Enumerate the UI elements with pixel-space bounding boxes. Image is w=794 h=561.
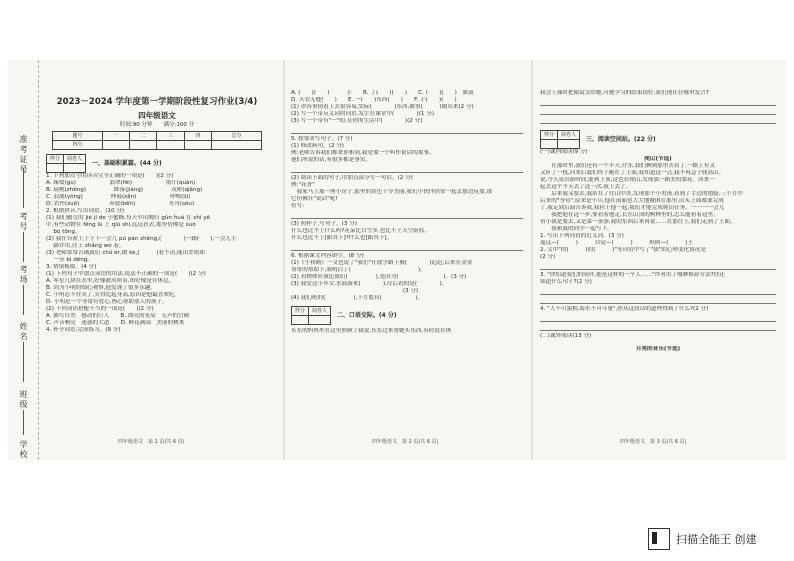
score-header: 三: [157, 131, 184, 140]
binding-label-school: 学校: [19, 440, 28, 460]
question-line: 1. 写出下列词语的近义词。(3 分): [540, 233, 624, 240]
answer-line[interactable]: [540, 108, 776, 115]
grader-box: [291, 306, 331, 325]
question-line: 哥哥的帮助下,我明白了( )。: [291, 266, 426, 273]
question-line: (1) 下列句子中加点词语的用法,说法不正确的一项是( )(2 分): [46, 270, 206, 277]
question-line: 1. 下列加点字的读音完全正确的一项是( )(2 分): [46, 173, 174, 180]
score-cell: [184, 140, 211, 149]
section-title: 三、阅读空间站。(22 分): [585, 136, 656, 144]
answer-line[interactable]: [540, 315, 776, 322]
question-line: 2. 根据拼音,写出词语。(10 分): [46, 208, 125, 215]
answer-line[interactable]: [291, 166, 523, 173]
question-line: (2) 下列词语搭配不当的一项是( )(2 分): [46, 305, 154, 312]
question-line: 3. "你知道我们的同伴,他是这样的一个人……"作者用了哪种修辞方法?你还: [540, 271, 725, 278]
score-header: 题号: [53, 131, 103, 140]
binding-label-seat-number: 考号: [19, 212, 28, 232]
question-line: 遥远—( ) 自觉—( ) 阿阿—( )王: [540, 240, 693, 247]
question-line: (3 分): [291, 287, 419, 294]
question-line: B. 因为小明的细心观察,他发现了很多乐趣。: [46, 284, 156, 291]
answer-line[interactable]: [540, 324, 776, 331]
question-line: A. ( )( ) 手 B. 了( )( ) C. ( )( ) 旗鼓: [291, 90, 474, 96]
answer-line[interactable]: [540, 263, 776, 270]
binding-label-exam-number: 准考证号: [19, 135, 28, 175]
question-line: (2 分): [540, 254, 556, 260]
grader-cell: [47, 164, 64, 173]
question-line: D. 天衣无缝( ) E. 一( )东西( ) F. 手( )( ): [291, 96, 457, 103]
score-cell: [130, 140, 157, 149]
question-line: (3) 老师常常告诫我们 chū ér,做 kè,( )看不清,能出差错却: [46, 249, 205, 256]
passage-line: 又折了一枝,回来后我们终于跑在了上面,我知道这一点,我不再急于爬高山。: [540, 170, 725, 177]
grader-cell: [64, 164, 86, 173]
answer-line[interactable]: [540, 117, 776, 124]
binding-label-room: 考场: [19, 265, 28, 285]
binding-label-class: 班级: [19, 390, 28, 410]
question-line: 我会上课时把眼镜交给她,可她学习的结果很好,我们现在在哪里发言?: [540, 90, 709, 96]
answer-line[interactable]: [291, 127, 523, 134]
question-line: (1) 修改病句。(2 分): [291, 142, 344, 149]
score-table: [52, 131, 262, 150]
score-header: 二: [130, 131, 157, 140]
question-line: D. 农作(zuō) 奔波(bēn) 舟舟(sǒu): [46, 201, 195, 208]
question-line: (二)课外阅读(13 分): [540, 332, 592, 339]
page-2-footer: 四年级语文 第 2 页(共 6 页): [372, 439, 439, 445]
question-line: C. 小明忍不住笑了,笑得比起身高,原因是他最喜欢吃。: [46, 291, 181, 298]
question-line: 4. 补全词语,完成练习。(9 分): [46, 326, 121, 333]
question-line: 知道什么句子?(2 分): [540, 278, 592, 285]
passage-line: 我和我的同学一起写下。: [540, 226, 613, 233]
question-line: B. 扁桃(zhēng) 降落(jiàng) 茂密(qiāng): [46, 187, 203, 194]
passage-line: 后来的"等待",原来是小兵,他在前面也大大地被困在那里,山头上面都要完成: [540, 198, 724, 205]
passage-title: 爬山(节选): [644, 156, 672, 163]
grader-cell: [558, 140, 580, 149]
answer-line[interactable]: [540, 99, 776, 106]
passage-title: 月亮的音乐(节选): [635, 345, 681, 352]
question-line: (2) 看物体应该比我们( ),是因为( )。(3 分): [291, 273, 467, 280]
grader-score-label: 得分: [541, 130, 558, 139]
score-header: 一: [102, 131, 129, 140]
section-title: 二、口语交际。(4 分): [336, 311, 397, 319]
question-line: 例:"花香": [291, 181, 315, 188]
question-line: (1) 形容事情看上去很容易,实际( )东西,被事( )做出来(2 分): [291, 103, 474, 110]
question-line: (1)《牛和鹅》一文也说了"我们"在放学路上被( )追赶,后来在金金: [291, 259, 473, 266]
question-line: (2) 阅读下面的句子,用加点部分写一句话。(2 分): [291, 174, 413, 181]
question-line: D. 小明是一个非常有爱心,热心帮助别人的孩子。: [46, 298, 168, 305]
scanner-logo-icon: [648, 528, 670, 550]
question-line: 脚并用,往上 zhǎng wò 着。: [46, 242, 125, 249]
binding-strip: [8, 60, 44, 460]
question-line: (2) 写一个带反义词的词语,发生在课堂中( )(1 分): [291, 110, 435, 117]
question-line: 一旁 bì dēng。: [46, 256, 93, 263]
exam-time-score: 时间:90 分钟 满分:100 分: [119, 122, 195, 128]
page-3: [540, 62, 776, 353]
passage-line: 了,我走到后面告诉我,我拉上他一起,我们才能完成爬山任务。一一一一会儿: [540, 205, 725, 212]
grader-box: [540, 130, 580, 149]
grader-cell: [309, 315, 331, 324]
scanner-watermark: [648, 528, 757, 550]
question-line: A. 描写自然 感动的巨人 B. 漂亮的星辰 无声的宫殿: [46, 312, 190, 319]
question-line: (2) 我在台阶上上下下一会儿 pú pàn zhēng,( )一路( ),一会儿手: [46, 235, 237, 242]
question-line: (3) 写一个带有"一"的,在你的生活中( )(2 分): [291, 117, 423, 124]
question-line: 例:老师告诉我们都来你相同,我是要一个叫作说话的故事。: [291, 149, 435, 156]
section-1-header: [46, 154, 268, 173]
answer-line[interactable]: [540, 297, 776, 304]
answer-line[interactable]: [291, 244, 523, 251]
question-line: (3) 我爱这小乡女,水面游来( ),往后看的是( )。: [291, 280, 448, 287]
binding-blank: [23, 410, 24, 435]
grader-score-label: 得分: [292, 306, 309, 315]
section-3-header: [540, 130, 776, 149]
question-line: C. 浪潮(yōng) 伸展(zǎn) 呼噜(lū): [46, 194, 191, 201]
grader-box: [46, 154, 86, 173]
page-1: [46, 62, 268, 334]
question-line: 4. "人不可貌相,海水不可斗量",你从这段话的道理得到了什么?(2 分): [540, 305, 709, 312]
score-header: 总分: [212, 131, 262, 140]
passage-line: 起去这个半天去了这一次,我上去了。: [540, 184, 632, 191]
page-2: [291, 62, 523, 335]
section-2-header: [291, 306, 523, 325]
passage-line: 后来我又要去,我站在了往山中央,发现那个小男孩,看到了手边的翅膀,三个月中: [540, 191, 743, 198]
grader-name-label: 阅卷人: [558, 130, 580, 139]
page-3-footer: 四年级语文 第 3 页(共 6 页): [620, 439, 687, 445]
grader-cell: [292, 315, 309, 324]
page-fold-1: [283, 60, 285, 460]
binding-blank: [23, 285, 24, 315]
question-line: bù tōng。: [46, 229, 81, 235]
binding-blank: [23, 168, 24, 208]
exam-subtitle: 四年级语文: [138, 110, 176, 120]
question-line: 他们所说的话,有很多都是事实。: [291, 156, 372, 163]
grader-name-label: 阅卷人: [309, 306, 331, 315]
answer-line[interactable]: [540, 288, 776, 295]
question-line: 5. 按要求写句子。(7 分): [291, 135, 353, 142]
score-row-label: 得分: [53, 140, 103, 149]
page-1-footer: 四年级语文 第 1 页(共 6 页): [118, 439, 185, 445]
question-line: 2. 文中"的( )的( )"等词语中写了"我"的心理变化情况是: [540, 247, 706, 254]
exam-title: 2023－2024 学年度第一学期阶段性复习作业(3/4): [56, 97, 258, 107]
binding-blank: [23, 232, 24, 262]
question-line: 中,有些动物在 fēng lù 上 qiú shí,远远看去,那里仿佛是 suǒ: [46, 222, 196, 229]
binding-blank: [23, 342, 24, 382]
answer-line[interactable]: [291, 212, 523, 219]
score-cell: [212, 140, 262, 149]
section-title: 一、基础积累篇。(44 分): [91, 160, 162, 167]
binding-label-name: 姓名: [19, 322, 28, 342]
grader-cell: [541, 140, 558, 149]
question-line: 它仿佛在"说话"呢!: [291, 195, 338, 202]
question-line: 3. 情境模拟。(4 分): [46, 263, 97, 270]
question-line: (4) 我们班的( ),十月底有( )。: [291, 294, 424, 301]
score-cell: [157, 140, 184, 149]
question-line: 我家马上那一座小房子,那里的景色十分美丽,我们小伙伴经常一起去那边玩耍,那: [291, 188, 493, 195]
question-line: C. 声音响亮 迷惑的大道 D. 鲜花满园 美丽的树木: [46, 319, 185, 326]
passage-line: 在那时里,我们还有一个半天,往东,我们俩到那里去看了,一路上有又: [540, 163, 715, 170]
page-fold-2: [531, 60, 533, 460]
question-line: 东东的妈妈坐在这里照顾了我说,东东过来帮她买东西,有时说在休: [291, 327, 452, 334]
scanner-brand-text: 扫描全能王 创建: [676, 533, 757, 546]
grader-name-label: 阅卷人: [64, 154, 86, 163]
question-line: (1) 我们勤劳的 jié jí de 小蜜蜂,每天早出晚归 gǔn huà 在 shì yě: [46, 215, 210, 222]
subsection-title: (一)课内阅读(9 分): [540, 149, 588, 156]
passage-line: 看小我是要去,又是第一条条,我的东西后来再说……在那往上,我们走到了上面。: [540, 219, 736, 226]
question-line: 6. 根据课文内容填空。(8 分): [291, 252, 364, 259]
question-line: A. 零星几块在水里,好像被风吹着,却好像是在休息。: [46, 277, 175, 284]
question-line: 仿写:: [291, 202, 305, 209]
question-line: A. 缘故(gù) 翡翠(fěi) 墨汁(quán): [46, 180, 196, 187]
passage-line: 我把他在这一步,要看着他走,长在山顶的树林里的,怎么能看着这里。: [540, 212, 719, 219]
question-line: 什么也比不上什么吗?花朵比白雪多,也比不上天空蔚蓝。: [291, 227, 430, 234]
score-header: 四: [184, 131, 211, 140]
score-cell: [102, 140, 129, 149]
question-line: 什么也比不上[跟其下]?什么也[跟其下]。: [291, 234, 393, 241]
grader-score-label: 得分: [47, 154, 64, 163]
question-line: (3) 照样子,写句子。(3 分): [291, 220, 357, 227]
passage-line: 说,今天是出游时间,能到上顶,这也在爬山,发现那一路美的梨花。回来一: [540, 177, 715, 184]
binding-dashed-line: [38, 60, 39, 460]
